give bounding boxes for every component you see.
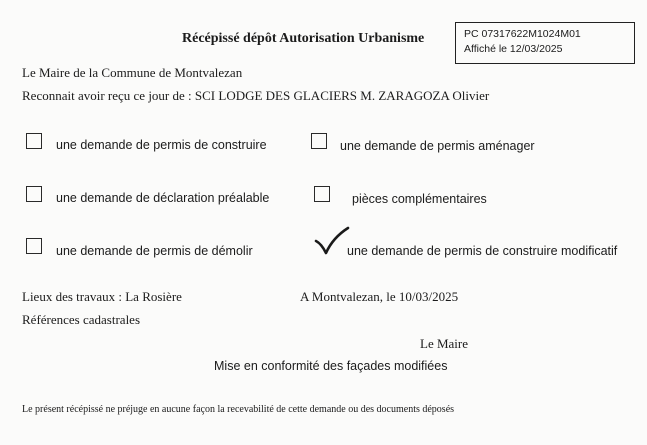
disclaimer: Le présent récépissé ne préjuge en aucune façon la recevabilité de cette demande ou des documents déposés (22, 404, 455, 415)
option-label-declaration-prealable: une demande de déclaration préalable (56, 191, 270, 205)
checkbox-permis-demolir[interactable] (26, 238, 42, 254)
option-label-permis-construire: une demande de permis de construire (56, 138, 267, 152)
works-location: Lieux des travaux : La Rosière (22, 289, 182, 304)
checkbox-permis-construire[interactable] (26, 133, 42, 149)
filing-stamp-box (455, 22, 635, 64)
document-title: Récépissé dépôt Autorisation Urbanisme (182, 31, 425, 46)
cadastral-references: Références cadastrales (22, 312, 141, 327)
checkbox-pieces-complementaires[interactable] (314, 186, 330, 202)
option-label-permis-demolir: une demande de permis de démolir (56, 244, 253, 258)
stamp-reference: PC 07317622M1024M01 (464, 28, 581, 40)
checkbox-declaration-prealable[interactable] (26, 186, 42, 202)
handwritten-checkmark-icon[interactable] (314, 226, 350, 256)
checkbox-permis-amenager[interactable] (311, 133, 327, 149)
option-label-pieces-complementaires: pièces complémentaires (352, 192, 487, 206)
option-label-permis-construire-modificatif: une demande de permis de construire modificatif (347, 244, 618, 258)
acknowledgement-line: Reconnait avoir reçu ce jour de : SCI LODGE DES GLACIERS M. ZARAGOZA Olivier (22, 88, 490, 103)
signatory: Le Maire (420, 336, 469, 351)
place-and-date: A Montvalezan, le 10/03/2025 (300, 289, 459, 304)
mayor-line: Le Maire de la Commune de Montvalezan (22, 65, 243, 80)
stamp-posted-date: Affiché le 12/03/2025 (464, 43, 563, 55)
option-label-permis-amenager: une demande de permis aménager (340, 139, 535, 153)
project-description: Mise en conformité des façades modifiées (214, 359, 448, 373)
